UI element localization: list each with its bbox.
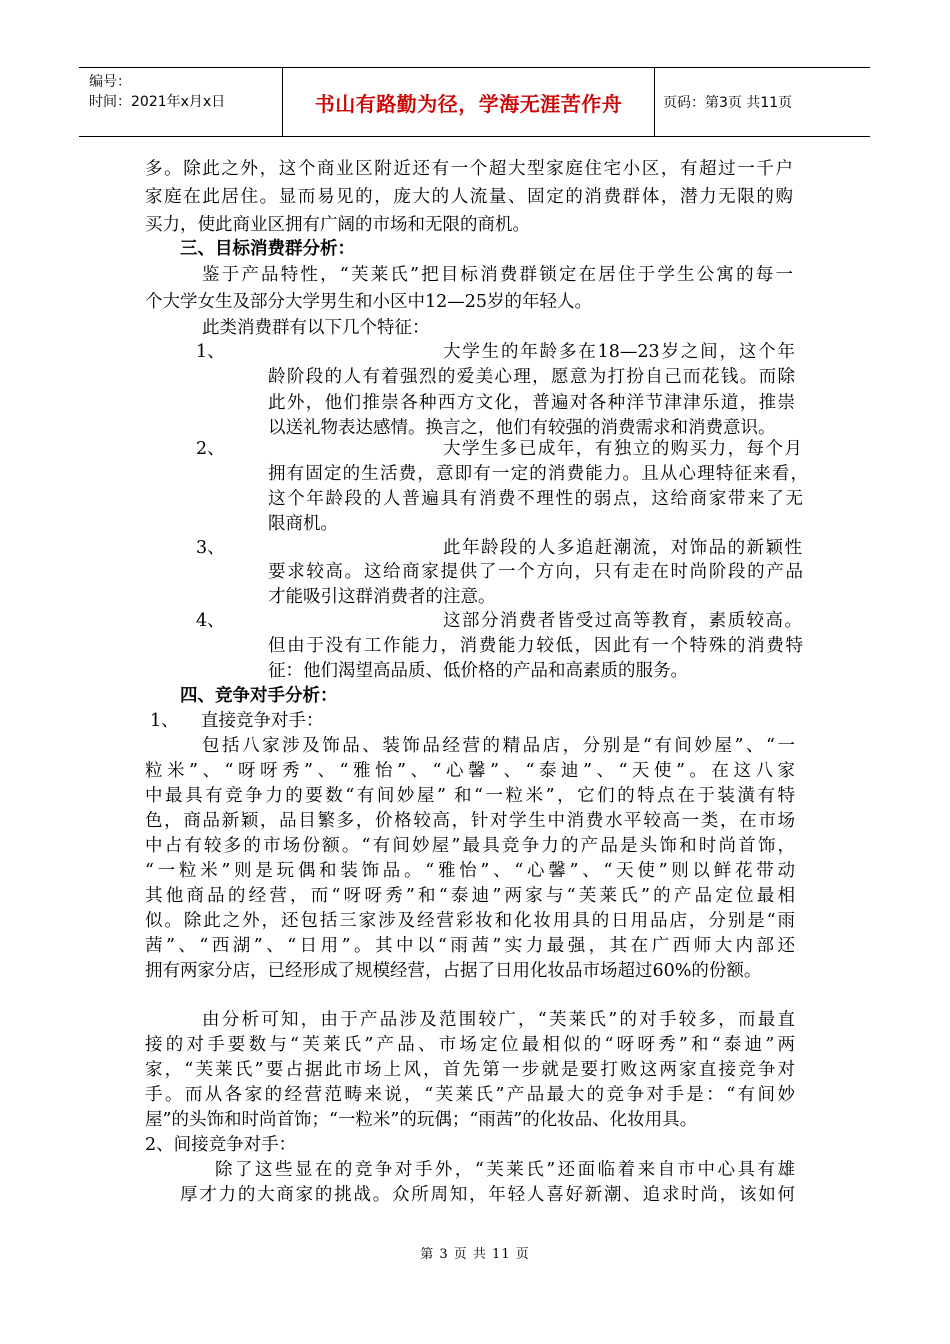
body-line: 包括八家涉及饰品、装饰品经营的精品店，分别是“有间妙屋”、“一 [202, 736, 795, 756]
body-line: 粒米”、“呀呀秀”、“雅怡”、“心馨”、“泰迪”、“天使”。在这八家 [145, 761, 795, 781]
list-line: 大学生多已成年，有独立的购买力，每个月 [443, 439, 802, 459]
list-line: 限商机。 [268, 514, 338, 534]
list-line: 拥有固定的生活费，意即有一定的消费能力。且从心理特征来看， [268, 464, 808, 484]
body-line: 个大学女生及部分大学男生和小区中12—25岁的年轻人。 [145, 292, 593, 312]
body-line: 买力，使此商业区拥有广阔的市场和无限的商机。 [145, 215, 530, 235]
body-line: 其他商品的经营，而“呀呀秀”和“泰迪”两家与“芙莱氏”的产品定位最相 [145, 886, 795, 906]
section-heading: 四、竞争对手分析： [180, 686, 338, 706]
document-header [79, 67, 870, 137]
body-line: 茜”、“西湖”、“日用”。其中以“雨茜”实力最强，其在广西师大内部还 [145, 936, 795, 956]
header-time-label: 时间：2021年x月x日 [89, 94, 226, 110]
body-line: 厚才力的大商家的挑战。众所周知，年轻人喜好新潮、追求时尚，该如何 [180, 1185, 795, 1205]
section-heading: 三、目标消费群分析： [180, 239, 355, 259]
header-meta [79, 68, 283, 136]
body-line: 中最具有竞争力的要数“有间妙屋” 和“一粒米”，它们的特点在于装潢有特 [145, 786, 795, 806]
list-line: 龄阶段的人有着强烈的爱美心理，愿意为打扮自己而花钱。而除 [268, 367, 795, 387]
subsection-heading: 1、 直接竞争对手： [150, 711, 324, 731]
list-line: 但由于没有工作能力，消费能力较低，因此有一个特殊的消费特 [268, 636, 803, 656]
body-line: 家庭在此居住。显而易见的，庞大的人流量、固定的消费群体，潜力无限的购 [145, 187, 793, 207]
body-line: 接的对手要数与“芙莱氏”产品、市场定位最相似的“呀呀秀”和“泰迪”两 [145, 1035, 795, 1055]
list-line: 此年龄段的人多追赶潮流，对饰品的新颖性 [443, 538, 802, 558]
list-line: 此外，他们推崇各种西方文化，普遍对各种洋节津津乐道，推崇 [268, 393, 795, 413]
body-line: 此类消费群有以下几个特征： [202, 318, 430, 338]
list-number: 4、 [196, 611, 225, 631]
body-line: 中占有较多的市场份额。“有间妙屋”最具竞争力的产品是头饰和时尚首饰， [145, 836, 795, 856]
header-page-label: 页码：第3页 共11页 [663, 95, 793, 111]
header-motto: 书山有路勤为径，学海无涯苦作舟 [283, 68, 655, 136]
header-number-label: 编号： [89, 74, 131, 90]
body-line: 手。而从各家的经营范畴来说，“芙莱氏”产品最大的竞争对手是：“有间妙 [145, 1085, 795, 1105]
list-line: 要求较高。这给商家提供了一个方向，只有走在时尚阶段的产品 [268, 562, 803, 582]
list-line: 征：他们渴望高品质、低价格的产品和高素质的服务。 [268, 661, 688, 681]
list-number: 2、 [196, 439, 225, 459]
list-line: 这个年龄段的人普遍具有消费不理性的弱点，这给商家带来了无 [268, 489, 803, 509]
body-line: 似。除此之外，还包括三家涉及经营彩妆和化妆用具的日用品店，分别是“雨 [145, 911, 795, 931]
list-line: 才能吸引这群消费者的注意。 [268, 587, 496, 607]
body-line: 拥有两家分店，已经形成了规模经营，占据了日用化妆品市场超过60%的份额。 [145, 961, 762, 981]
body-line: “一粒米”则是玩偶和装饰品。“雅怡”、“心馨”、“天使”则以鲜花带动 [145, 861, 795, 881]
list-number: 1、 [196, 342, 225, 362]
list-number: 3、 [196, 538, 225, 558]
list-line: 大学生的年龄多在18—23岁之间，这个年 [443, 342, 795, 362]
list-line: 以送礼物表达感情。换言之，他们有较强的消费需求和消费意识。 [268, 418, 776, 438]
subsection-heading: 2、间接竞争对手： [145, 1135, 297, 1155]
body-line: 屋”的头饰和时尚首饰；“一粒米”的玩偶；“雨茜”的化妆品、化妆用具。 [145, 1110, 698, 1130]
body-line: 鉴于产品特性，“芙莱氏”把目标消费群锁定在居住于学生公寓的每一 [202, 265, 793, 285]
list-line: 这部分消费者皆受过高等教育，素质较高。 [443, 611, 802, 631]
body-line: 除了这些显在的竞争对手外，“芙莱氏”还面临着来自市中心具有雄 [215, 1160, 795, 1180]
body-line: 色，商品新颖，品目繁多，价格较高，针对学生中消费水平较高一类，在市场 [145, 811, 795, 831]
body-line: 家，“芙莱氏”要占据此市场上风，首先第一步就是要打败这两家直接竞争对 [145, 1060, 795, 1080]
body-line: 由分析可知，由于产品涉及范围较广，“芙莱氏”的对手较多，而最直 [202, 1010, 795, 1030]
body-line: 多。除此之外，这个商业区附近还有一个超大型家庭住宅小区，有超过一千户 [145, 159, 793, 179]
page-footer: 第 3 页 共 11 页 [420, 1247, 530, 1262]
